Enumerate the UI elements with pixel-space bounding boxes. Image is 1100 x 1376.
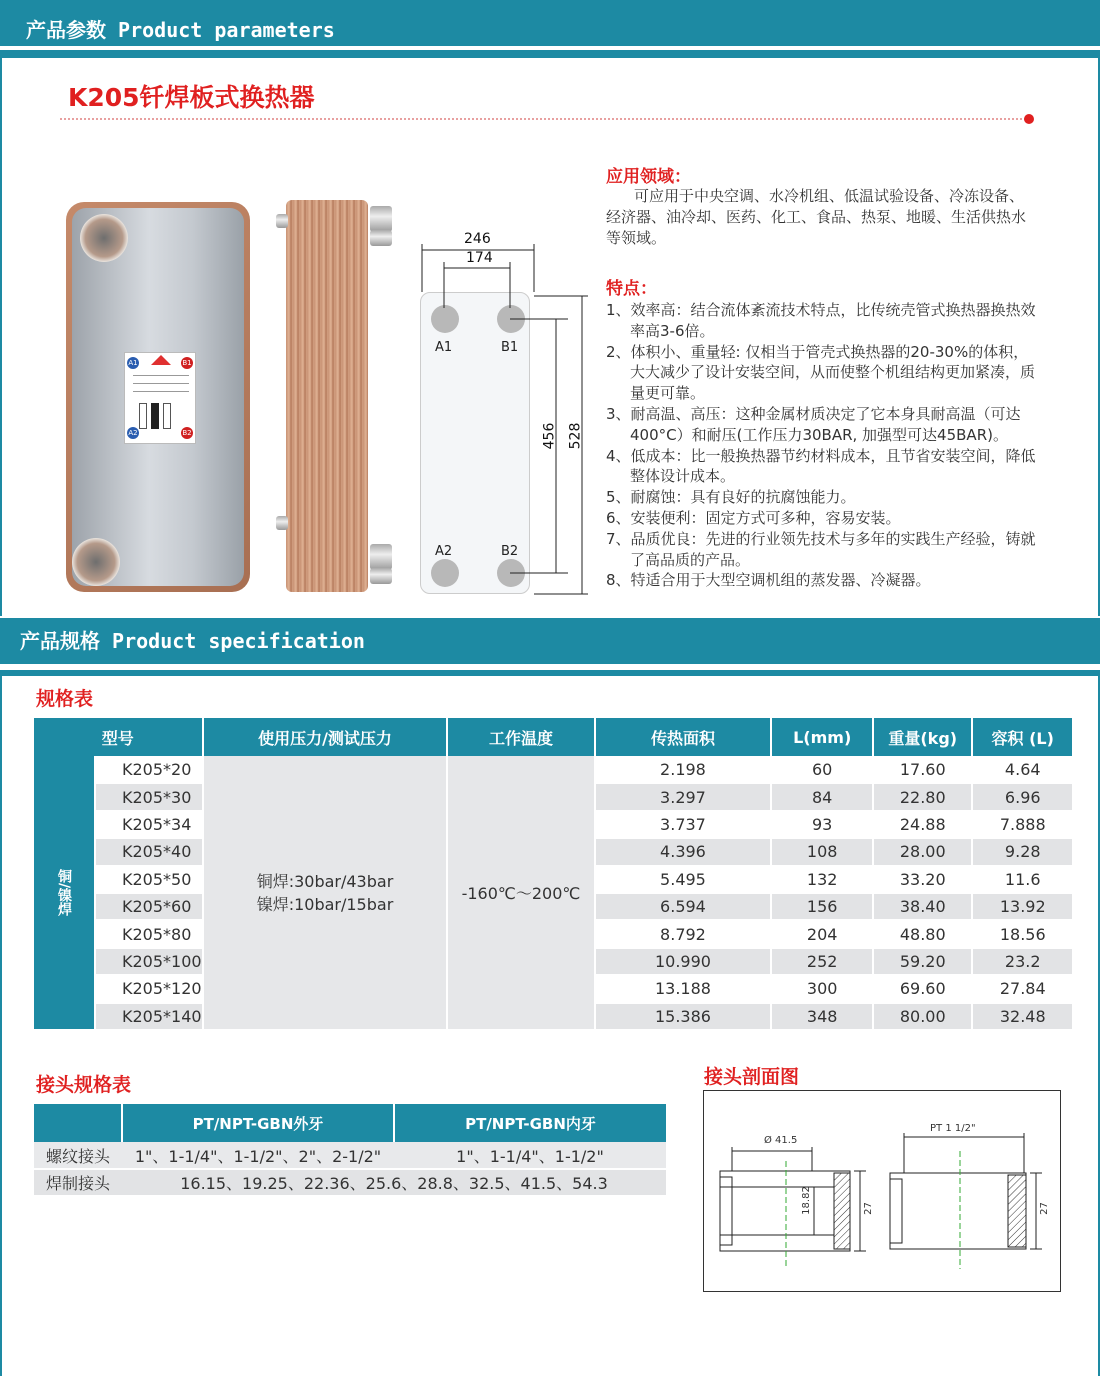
model-cell: K205*30 — [95, 783, 203, 810]
connector-cross-section — [703, 1090, 1061, 1292]
right-thread-label: PT 1 1/2" — [930, 1123, 976, 1134]
length-cell: 156 — [771, 893, 873, 920]
port-b1-label: B1 — [501, 340, 519, 355]
volume-cell: 32.48 — [972, 1003, 1072, 1030]
area-cell: 13.188 — [595, 975, 772, 1002]
feature-item: 4、低成本：比一般换热器节约材料成本，且节省安装空间，降低整体设计成本。 — [606, 446, 1036, 486]
nameplate-label: A1 B1 A2 B2 — [124, 352, 196, 444]
length-cell: 132 — [771, 866, 873, 893]
volume-cell: 9.28 — [972, 838, 1072, 865]
weight-cell: 28.00 — [873, 838, 973, 865]
cross-section-heading: 接头剖面图 — [704, 1066, 800, 1088]
application-text: 可应用于中央空调、水冷机组、低温试验设备、冷冻设备、经济器、油冷却、医药、化工、食品、热泵、地暖、生活供热水等领域。 — [606, 187, 1027, 247]
volume-cell: 23.2 — [972, 948, 1072, 975]
weight-cell: 80.00 — [873, 1003, 973, 1030]
length-cell: 252 — [771, 948, 873, 975]
feature-item: 3、耐高温、高压：这种金属材质决定了它本身具耐高温（可达400°C）和耐压(工作压力30BAR, 加强型可达45BAR)。 — [606, 404, 1021, 444]
weight-cell: 48.80 — [873, 920, 973, 947]
features-list — [606, 300, 1036, 591]
spec-header — [0, 618, 1100, 664]
pressure-cell — [203, 756, 448, 1030]
product-title: K205钎焊板式换热器 — [68, 83, 315, 112]
col-temperature: 工作温度 — [447, 718, 594, 756]
area-cell: 4.396 — [595, 838, 772, 865]
features-heading: 特点： — [606, 279, 657, 299]
feature-item: 5、耐腐蚀：具有良好的抗腐蚀能力。 — [606, 488, 856, 507]
col-length: L(mm) — [771, 718, 873, 756]
front-port-top — [80, 214, 128, 262]
length-cell: 348 — [771, 1003, 873, 1030]
spec-header-text: 产品规格 Product specification — [20, 629, 365, 653]
pressure-copper: 铜焊:30bar/43bar — [256, 872, 394, 892]
connector-table — [34, 1104, 666, 1197]
length-cell: 300 — [771, 975, 873, 1002]
weight-cell: 38.40 — [873, 893, 973, 920]
model-cell: K205*80 — [95, 920, 203, 947]
dim-outer-height: 528 — [567, 422, 584, 450]
spec-row — [34, 756, 1072, 783]
welded-connector-row: 焊制接头 16.15、19.25、22.36、25.6、28.8、32.5、41.5、54.3 — [34, 1169, 666, 1196]
weight-cell: 33.20 — [873, 866, 973, 893]
dimension-lines — [410, 228, 600, 600]
weight-cell: 17.60 — [873, 756, 973, 783]
col-weight: 重量(kg) — [873, 718, 973, 756]
params-header — [0, 0, 1100, 46]
model-cell: K205*100 — [95, 948, 203, 975]
volume-cell: 13.92 — [972, 893, 1072, 920]
area-cell: 3.737 — [595, 811, 772, 838]
col-model: 型号 — [34, 718, 203, 756]
volume-cell: 18.56 — [972, 920, 1072, 947]
params-header-rule — [0, 50, 1100, 58]
port-b2-label: B2 — [501, 544, 519, 559]
col-external-thread: PT/NPT-GBN外牙 — [122, 1104, 394, 1142]
product-side-image — [286, 200, 368, 592]
length-cell: 84 — [771, 783, 873, 810]
col-pressure: 使用压力/测试压力 — [203, 718, 448, 756]
feature-item: 1、效率高：结合流体紊流技术特点，比传统壳管式换热器换热效率高3-6倍。 — [606, 301, 1036, 340]
side-connector-bottom — [370, 544, 392, 570]
connector-table-heading: 接头规格表 — [36, 1074, 132, 1096]
front-port-bottom — [72, 538, 120, 586]
material-category: 铜/镍焊 — [34, 756, 95, 1030]
spec-table — [34, 718, 1072, 1031]
volume-cell: 27.84 — [972, 975, 1072, 1002]
dim-outer-width: 246 — [464, 231, 491, 247]
feature-item: 6、安装便利：固定方式可多种，容易安装。 — [606, 508, 901, 527]
volume-cell: 11.6 — [972, 866, 1072, 893]
area-cell: 3.297 — [595, 783, 772, 810]
feature-item: 2、体积小、重量轻: 仅相当于管壳式换热器的20-30%的体积，大大减少了设计安装空间，从而使整个机组结构更加紧凑，质量更可靠。 — [606, 342, 1036, 403]
product-front-image — [66, 202, 250, 592]
spec-table-heading: 规格表 — [36, 688, 94, 710]
model-cell: K205*60 — [95, 893, 203, 920]
volume-cell: 6.96 — [972, 783, 1072, 810]
threaded-connector-row: 螺纹接头 1"、1-1/4"、1-1/2"、2"、2-1/2" 1"、1-1/4"、1-1/2" — [34, 1142, 666, 1169]
temperature-cell: -160℃～200℃ — [447, 756, 594, 1030]
dim-inner-height: 456 — [541, 422, 558, 450]
area-cell: 2.198 — [595, 756, 772, 783]
model-cell: K205*50 — [95, 866, 203, 893]
area-cell: 15.386 — [595, 1003, 772, 1030]
title-divider — [60, 118, 1026, 120]
model-cell: K205*40 — [95, 838, 203, 865]
area-cell: 5.495 — [595, 866, 772, 893]
length-cell: 60 — [771, 756, 873, 783]
model-cell: K205*20 — [95, 756, 203, 783]
col-area: 传热面积 — [595, 718, 772, 756]
feature-item: 7、品质优良：先进的行业领先技术与多年的实践生产经验，铸就了高品质的产品。 — [606, 529, 1036, 569]
col-internal-thread: PT/NPT-GBN内牙 — [394, 1104, 666, 1142]
application-heading: 应用领域： — [606, 167, 691, 187]
volume-cell: 4.64 — [972, 756, 1072, 783]
area-cell: 6.594 — [595, 893, 772, 920]
dim-inner-width: 174 — [466, 250, 493, 266]
weight-cell: 69.60 — [873, 975, 973, 1002]
side-connector-top — [370, 206, 392, 232]
model-cell: K205*120 — [95, 975, 203, 1002]
params-header-text: 产品参数 Product parameters — [26, 18, 335, 42]
weight-cell: 22.80 — [873, 783, 973, 810]
left-diameter-label: Ø 41.5 — [764, 1135, 798, 1146]
col-volume: 容积 (L) — [972, 718, 1072, 756]
model-cell: K205*140 — [95, 1003, 203, 1030]
title-divider-dot — [1024, 114, 1034, 124]
feature-item: 8、特适合用于大型空调机组的蒸发器、冷凝器。 — [606, 571, 931, 590]
pressure-nickel: 镍焊:10bar/15bar — [256, 895, 394, 915]
area-cell: 8.792 — [595, 920, 772, 947]
length-cell: 108 — [771, 838, 873, 865]
weight-cell: 59.20 — [873, 948, 973, 975]
right-height-label: 27 — [1038, 1202, 1050, 1215]
length-cell: 93 — [771, 811, 873, 838]
port-a2-label: A2 — [435, 544, 453, 559]
left-inner-label: 18.82 — [800, 1186, 812, 1215]
volume-cell: 7.888 — [972, 811, 1072, 838]
length-cell: 204 — [771, 920, 873, 947]
port-a1-label: A1 — [435, 340, 453, 355]
model-cell: K205*34 — [95, 811, 203, 838]
left-height-label: 27 — [862, 1202, 874, 1215]
area-cell: 10.990 — [595, 948, 772, 975]
weight-cell: 24.88 — [873, 811, 973, 838]
